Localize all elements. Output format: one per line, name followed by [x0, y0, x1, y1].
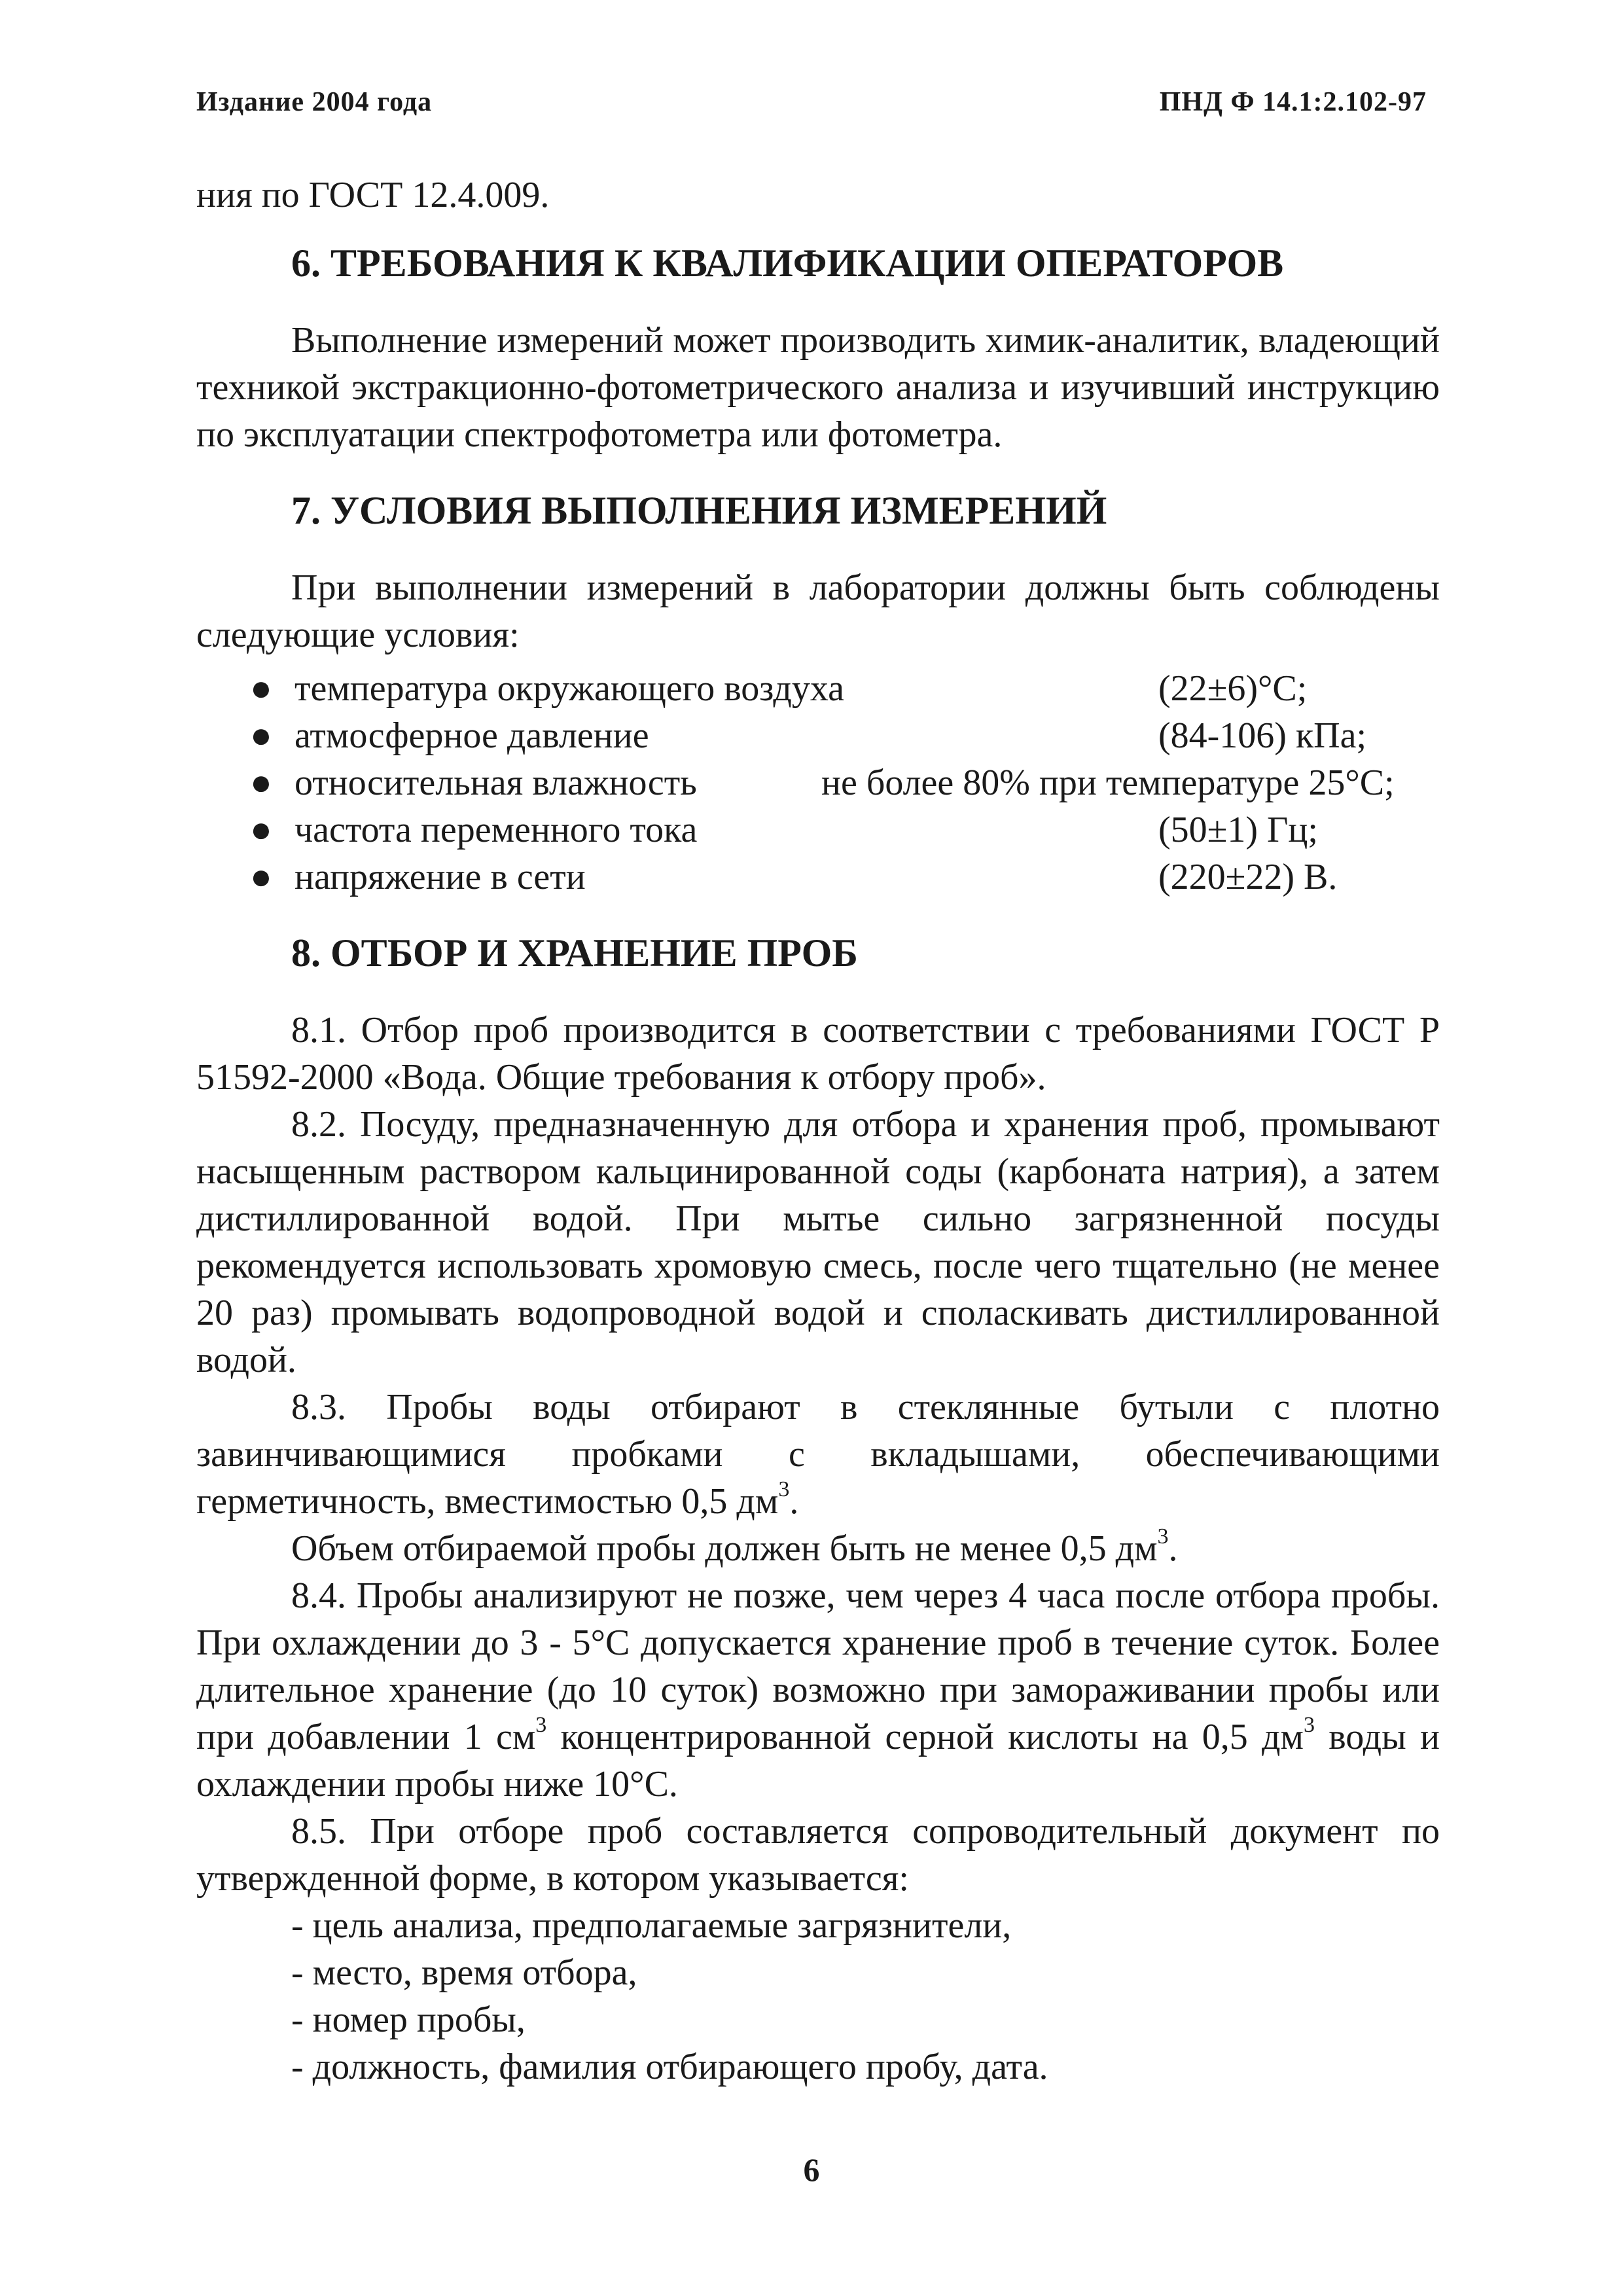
paragraph-8-3-text: 8.3. Пробы воды отбирают в стеклянные бутыли с плотно завинчивающимися пробками с вкладышами, обеспечивающими герметичность, вместимостью 0,5 дм [196, 1387, 1440, 1522]
volume-text: Объем отбираемой пробы должен быть не менее 0,5 дм [291, 1528, 1158, 1569]
edition-label: Издание 2004 года [196, 87, 433, 117]
list-item [196, 665, 1440, 712]
paragraph-end: . [1168, 1528, 1178, 1569]
superscript: 3 [1303, 1713, 1315, 1738]
list-item [196, 853, 1440, 901]
condition-label: относительная влажность [294, 762, 697, 803]
page-number: 6 [803, 2151, 820, 2188]
paragraph-8-5: 8.5. При отборе проб составляется сопроводительный документ по утвержденной форме, в котором указывается: [196, 1811, 1440, 1899]
condition-value: (50±1) Гц; [1158, 810, 1318, 850]
section-8-heading: 8. ОТБОР И ХРАНЕНИЕ ПРОБ [291, 931, 858, 975]
list-item: - место, время отбора, [291, 1952, 637, 1993]
document-fields-list [196, 1902, 1440, 2090]
conditions-list [196, 665, 1440, 901]
bullet-icon: ● [250, 762, 272, 803]
condition-label: температура окружающего воздуха [294, 668, 845, 709]
condition-value: (22±6)°C; [1158, 668, 1308, 709]
paragraph-end: . [789, 1481, 799, 1522]
list-item [196, 759, 1440, 806]
bullet-icon: ● [250, 810, 272, 850]
section-7-heading: 7. УСЛОВИЯ ВЫПОЛНЕНИЯ ИЗМЕРЕНИЙ [291, 489, 1107, 532]
volume-requirement [196, 1525, 1440, 1572]
bullet-icon: ● [250, 668, 272, 709]
bullet-icon: ● [250, 857, 272, 897]
condition-value: (220±22) В. [1158, 857, 1338, 897]
superscript: 3 [778, 1477, 790, 1502]
paragraph-8-2: 8.2. Посуду, предназначенную для отбора и хранения проб, промывают насыщенным раствором кальцинированной соды (карбоната натрия), а затем дистиллированной водой. При мытье сильно загрязненной посуды рекомендуется использовать хромовую смесь, после чего тщательно (не менее 20 раз) промывать водопроводной водой и споласкивать дистиллированной водой. [196, 1104, 1440, 1380]
paragraph-8-4-text-b: концентрированной серной кислоты на 0,5 дм [546, 1717, 1304, 1757]
list-item: - цель анализа, предполагаемые загрязнители, [291, 1905, 1012, 1946]
condition-label: атмосферное давление [294, 715, 649, 756]
list-item: - номер пробы, [291, 2000, 526, 2040]
list-item [196, 712, 1440, 759]
section-6-heading: 6. ТРЕБОВАНИЯ К КВАЛИФИКАЦИИ ОПЕРАТОРОВ [291, 242, 1284, 285]
condition-label: напряжение в сети [294, 857, 586, 897]
page-header [196, 86, 1427, 126]
list-item: - должность, фамилия отбирающего пробу, дата. [291, 2047, 1048, 2087]
list-item [196, 806, 1440, 853]
superscript: 3 [535, 1713, 547, 1738]
bullet-icon: ● [250, 715, 272, 756]
paragraph-8-3 [196, 1384, 1440, 1525]
page-body [196, 171, 1440, 2090]
paragraph-8-4-text-c: воды и охлаждении пробы ниже 10°C. [196, 1717, 1440, 1804]
paragraph-8-4-text-a: 8.4. Пробы анализируют не позже, чем через 4 часа после отбора пробы. При охлаждении до 3 - 5°C допускается хранение проб в течение суток. Более длительное хранение (до 10 суток) возможно при замораживании пробы или при добавлении 1 см [196, 1575, 1440, 1757]
paragraph-8-1: 8.1. Отбор проб производится в соответствии с требованиями ГОСТ Р 51592-2000 «Вода. Общие требования к отбору проб». [196, 1010, 1440, 1098]
condition-value: не более 80% при температуре 25°C; [821, 762, 1395, 803]
continuation-text: ния по ГОСТ 12.4.009. [196, 175, 550, 215]
section-6-text: Выполнение измерений может производить химик-аналитик, владеющий техникой экстракционно-фотометрического анализа и изучивший инструкцию по эксплуатации спектрофотометра или фотометра. [196, 320, 1440, 455]
condition-value: (84-106) кПа; [1158, 715, 1367, 756]
condition-label: частота переменного тока [294, 810, 698, 850]
paragraph-8-4 [196, 1572, 1440, 1808]
document-code: ПНД Ф 14.1:2.102-97 [1159, 87, 1427, 117]
section-7-intro: При выполнении измерений в лаборатории должны быть соблюдены следующие условия: [196, 567, 1440, 655]
superscript: 3 [1157, 1524, 1169, 1549]
